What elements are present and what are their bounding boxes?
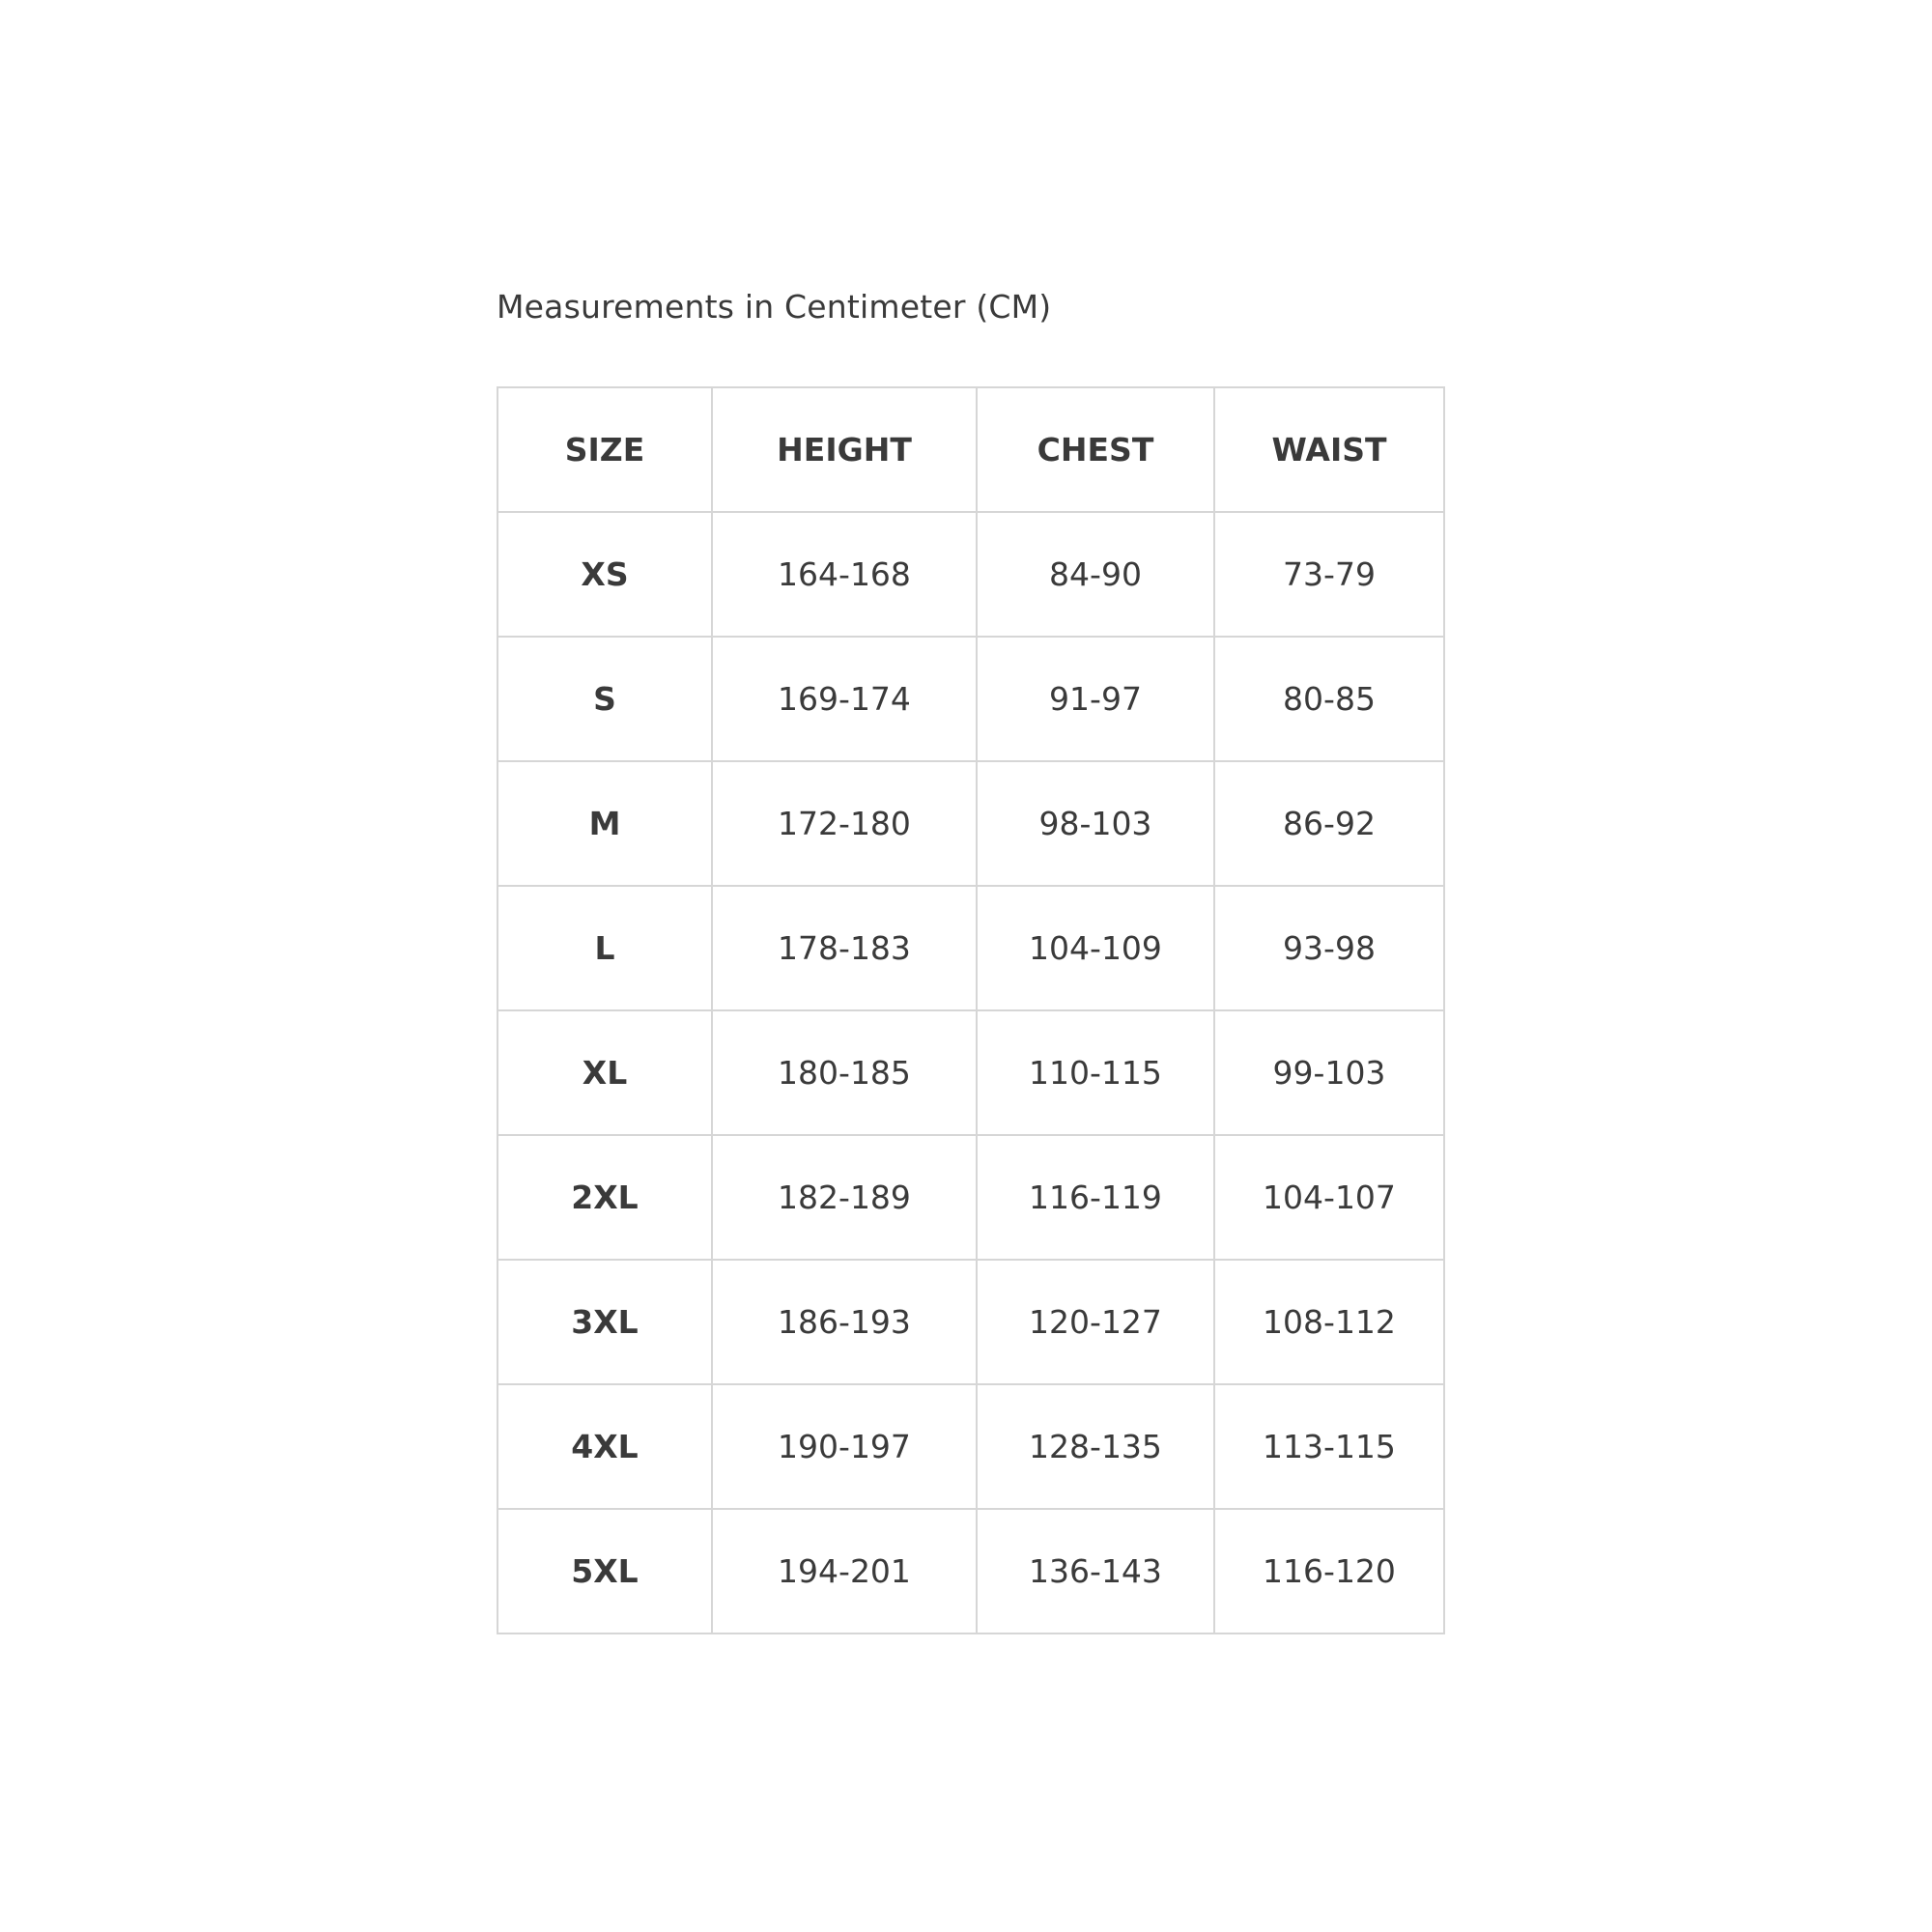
waist-cell: 86-92 (1214, 761, 1444, 886)
header-waist: WAIST (1214, 387, 1444, 512)
chest-cell: 84-90 (977, 512, 1214, 637)
waist-cell: 99-103 (1214, 1010, 1444, 1135)
table-row (497, 512, 1444, 637)
waist-cell: 104-107 (1214, 1135, 1444, 1260)
header-size: SIZE (497, 387, 712, 512)
chest-cell: 128-135 (977, 1384, 1214, 1509)
table-row (497, 886, 1444, 1010)
table-row (497, 1384, 1444, 1509)
height-cell: 194-201 (712, 1509, 977, 1634)
chest-cell: 120-127 (977, 1260, 1214, 1384)
size-cell: 3XL (497, 1260, 712, 1384)
size-chart-table (497, 386, 1445, 1634)
table-row (497, 761, 1444, 886)
size-cell: 2XL (497, 1135, 712, 1260)
chest-cell: 104-109 (977, 886, 1214, 1010)
size-cell: S (497, 637, 712, 761)
height-cell: 164-168 (712, 512, 977, 637)
height-cell: 178-183 (712, 886, 977, 1010)
waist-cell: 116-120 (1214, 1509, 1444, 1634)
measurements-caption: Measurements in Centimeter (CM) (497, 288, 1052, 326)
height-cell: 190-197 (712, 1384, 977, 1509)
header-chest: CHEST (977, 387, 1214, 512)
table-row (497, 1509, 1444, 1634)
size-cell: L (497, 886, 712, 1010)
chest-cell: 110-115 (977, 1010, 1214, 1135)
table-row (497, 1010, 1444, 1135)
waist-cell: 108-112 (1214, 1260, 1444, 1384)
waist-cell: 113-115 (1214, 1384, 1444, 1509)
height-cell: 169-174 (712, 637, 977, 761)
height-cell: 172-180 (712, 761, 977, 886)
chest-cell: 98-103 (977, 761, 1214, 886)
table-row (497, 1135, 1444, 1260)
table-header-row (497, 387, 1444, 512)
height-cell: 186-193 (712, 1260, 977, 1384)
waist-cell: 80-85 (1214, 637, 1444, 761)
height-cell: 180-185 (712, 1010, 977, 1135)
size-cell: XL (497, 1010, 712, 1135)
chest-cell: 91-97 (977, 637, 1214, 761)
size-cell: M (497, 761, 712, 886)
size-cell: 5XL (497, 1509, 712, 1634)
waist-cell: 73-79 (1214, 512, 1444, 637)
chest-cell: 136-143 (977, 1509, 1214, 1634)
header-height: HEIGHT (712, 387, 977, 512)
size-cell: XS (497, 512, 712, 637)
table-row (497, 637, 1444, 761)
size-cell: 4XL (497, 1384, 712, 1509)
waist-cell: 93-98 (1214, 886, 1444, 1010)
chest-cell: 116-119 (977, 1135, 1214, 1260)
table-row (497, 1260, 1444, 1384)
height-cell: 182-189 (712, 1135, 977, 1260)
